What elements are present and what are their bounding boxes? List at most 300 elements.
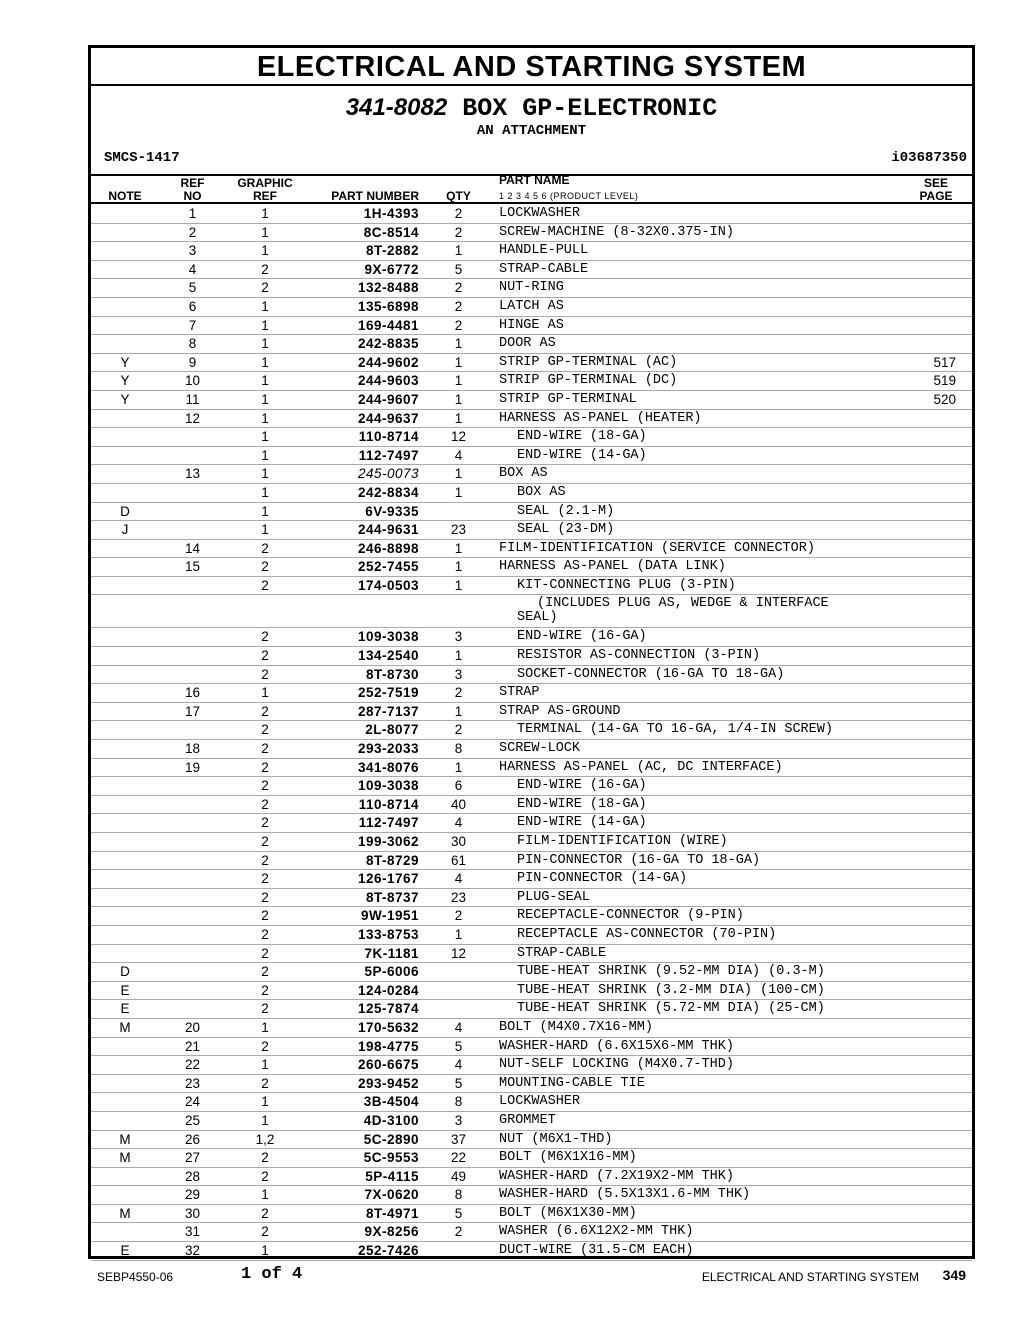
table-row (91, 703, 972, 722)
row-graphic-ref: 2 (261, 908, 269, 924)
row-part-number: 198-4775 (357, 1038, 419, 1054)
row-qty: 8 (454, 741, 463, 757)
row-part-name: LATCH AS (499, 298, 564, 314)
row-note: E (120, 982, 130, 998)
row-part-number: 5C-2890 (363, 1131, 419, 1147)
row-qty: 1 (454, 410, 463, 426)
row-qty: 1 (454, 703, 463, 719)
col-see-top: SEE (923, 176, 948, 190)
row-part-number: 174-0503 (357, 577, 419, 593)
row-part-number: 9W-1951 (360, 908, 419, 924)
row-part-number: 109-3038 (357, 629, 419, 645)
table-row (91, 354, 972, 373)
col-note: NOTE (108, 189, 142, 203)
table-row (91, 410, 972, 429)
row-part-name: NUT-RING (499, 280, 564, 296)
row-qty: 6 (454, 778, 463, 794)
row-part-name: HANDLE-PULL (499, 243, 589, 259)
row-qty: 1 (454, 484, 463, 500)
table-row (91, 982, 972, 1001)
row-part-name: FILM-IDENTIFICATION (WIRE) (517, 834, 728, 849)
row-graphic-ref: 1 (261, 336, 269, 352)
row-part-number: 8T-4971 (365, 1205, 419, 1221)
row-graphic-ref: 1 (261, 317, 269, 333)
row-note: Y (120, 391, 130, 407)
row-part-name: NUT-SELF LOCKING (M4X0.7-THD) (499, 1057, 734, 1073)
col-ref-bottom: NO (183, 189, 202, 203)
row-qty: 23 (450, 889, 467, 905)
row-part-number: 9X-8256 (364, 1224, 419, 1240)
page-title: ELECTRICAL AND STARTING SYSTEM (91, 48, 972, 86)
col-part-name: PART NAME (499, 173, 570, 187)
row-qty: 40 (450, 796, 467, 812)
footer-section: ELECTRICAL AND STARTING SYSTEM (701, 1270, 919, 1284)
table-row (91, 447, 972, 466)
row-qty: 8 (454, 1187, 463, 1203)
row-part-name: NUT (M6X1-THD) (499, 1131, 613, 1147)
row-qty: 1 (454, 391, 463, 407)
row-part-number: 8T-8737 (365, 889, 419, 905)
row-part-name: SEAL (2.1-M) (517, 503, 615, 519)
table-row (91, 1112, 972, 1131)
row-part-name: BOLT (M6X1X16-MM) (499, 1150, 637, 1166)
row-part-number: 246-8898 (357, 540, 419, 556)
row-qty: 37 (450, 1131, 467, 1147)
table-row (91, 1000, 972, 1019)
row-graphic-ref: 2 (261, 852, 269, 868)
row-ref-no: 14 (184, 540, 201, 556)
row-part-name: BOLT (M4X0.7X16-MM) (499, 1019, 653, 1035)
footer-sheet: 1 of 4 (241, 1265, 303, 1284)
row-graphic-ref: 1 (261, 354, 269, 370)
table-row (91, 224, 972, 243)
table-row (91, 870, 972, 889)
row-graphic-ref: 2 (261, 759, 269, 775)
row-graphic-ref: 1 (261, 522, 269, 538)
row-part-name: KIT-CONNECTING PLUG (3-PIN) (517, 577, 736, 593)
table-row (91, 1168, 972, 1187)
row-qty: 5 (454, 1075, 463, 1091)
row-graphic-ref: 2 (261, 796, 269, 812)
table-row (91, 465, 972, 484)
row-graphic-ref: 2 (261, 629, 269, 645)
row-part-number: 133-8753 (357, 926, 419, 942)
row-see-page: 517 (933, 354, 956, 370)
row-ref-no: 19 (184, 759, 201, 775)
row-ref-no: 26 (184, 1131, 201, 1147)
row-part-number: 244-9637 (357, 410, 419, 426)
row-ref-no: 2 (188, 224, 197, 240)
table-row (91, 814, 972, 833)
parts-list-frame (88, 45, 975, 1259)
smcs-code: SMCS-1417 (104, 150, 180, 166)
row-part-number: 170-5632 (357, 1019, 419, 1035)
row-ref-no: 23 (184, 1075, 201, 1091)
row-part-name: FILM-IDENTIFICATION (SERVICE CONNECTOR) (499, 540, 815, 556)
col-graphic-bottom: REF (253, 189, 277, 203)
table-row (91, 666, 972, 685)
table-row (91, 1186, 972, 1205)
footer-doc-id: SEBP4550-06 (97, 1270, 174, 1284)
row-note: D (120, 964, 130, 980)
row-part-number: 287-7137 (357, 703, 419, 719)
row-part-name: RECEPTACLE AS-CONNECTOR (70-PIN) (517, 926, 777, 942)
row-ref-no: 28 (184, 1168, 201, 1184)
row-part-number: 5P-4115 (365, 1168, 419, 1184)
row-ref-no: 31 (184, 1224, 201, 1240)
row-part-number: 110-8714 (358, 796, 419, 812)
row-qty: 3 (454, 1112, 463, 1128)
table-row (91, 242, 972, 261)
group-subtitle: AN ATTACHMENT (476, 123, 587, 139)
row-part-name: DOOR AS (499, 336, 556, 352)
row-graphic-ref: 1 (261, 206, 269, 221)
row-ref-no: 5 (188, 280, 197, 296)
row-graphic-ref: 2 (261, 926, 269, 942)
row-graphic-ref: 2 (261, 1205, 269, 1221)
row-part-name: HARNESS AS-PANEL (HEATER) (499, 410, 702, 426)
row-part-name: END-WIRE (14-GA) (517, 447, 647, 463)
row-qty: 12 (450, 429, 467, 445)
row-part-name: TUBE-HEAT SHRINK (3.2-MM DIA) (100-CM) (517, 982, 825, 998)
row-part-name: END-WIRE (18-GA) (517, 429, 647, 445)
row-ref-no: 10 (184, 373, 201, 389)
row-ref-no: 11 (185, 391, 200, 407)
row-part-name: LOCKWASHER (499, 206, 581, 221)
col-qty: QTY (446, 189, 471, 203)
row-ref-no: 6 (188, 298, 197, 314)
row-part-name: PLUG-SEAL (517, 889, 590, 905)
illustration-id: i03687350 (891, 150, 967, 166)
row-part-number: 109-3038 (357, 778, 419, 794)
group-part-number: 341-8082 (345, 94, 448, 121)
row-graphic-ref: 2 (261, 648, 269, 664)
row-part-number: 8C-8514 (363, 224, 419, 240)
row-graphic-ref: 2 (261, 261, 269, 277)
row-part-name: SOCKET-CONNECTOR (16-GA TO 18-GA) (517, 666, 785, 682)
table-row (91, 1223, 972, 1242)
row-qty: 1 (454, 540, 463, 556)
row-part-name: HARNESS AS-PANEL (AC, DC INTERFACE) (499, 759, 783, 775)
row-note: E (120, 1001, 130, 1017)
row-qty: 2 (454, 722, 463, 738)
row-part-name: LOCKWASHER (499, 1094, 581, 1110)
row-qty: 1 (454, 336, 463, 352)
table-row (91, 1242, 972, 1261)
row-graphic-ref: 2 (261, 815, 269, 831)
table-row (91, 391, 972, 410)
row-qty: 2 (454, 685, 463, 701)
row-graphic-ref: 2 (261, 964, 269, 980)
row-part-name: TUBE-HEAT SHRINK (5.72-MM DIA) (25-CM) (517, 1001, 825, 1017)
col-ref-top: REF (180, 176, 205, 190)
table-row (91, 1038, 972, 1057)
row-part-name: (INCLUDES PLUG AS, WEDGE & INTERFACE (537, 596, 829, 612)
row-graphic-ref: 1 (261, 484, 269, 500)
table-row (91, 205, 972, 224)
row-graphic-ref: 1 (261, 1019, 269, 1035)
table-row (91, 1019, 972, 1038)
row-part-name: SEAL (23-DM) (517, 522, 615, 538)
row-qty: 4 (454, 447, 463, 463)
row-qty: 1 (454, 559, 463, 575)
table-row (91, 521, 972, 540)
table-row (91, 740, 972, 759)
row-qty: 5 (454, 1038, 463, 1054)
table-row (91, 372, 972, 391)
row-note: D (120, 503, 130, 519)
row-part-name: MOUNTING-CABLE TIE (499, 1075, 645, 1091)
row-part-name: STRIP GP-TERMINAL (AC) (499, 354, 678, 370)
row-part-name: PIN-CONNECTOR (16-GA TO 18-GA) (517, 852, 761, 868)
row-part-number: 244-9631 (357, 522, 419, 538)
row-graphic-ref: 2 (261, 559, 269, 575)
row-note: E (120, 1243, 130, 1259)
row-part-number: 125-7874 (357, 1001, 419, 1017)
row-qty: 2 (454, 908, 463, 924)
row-part-name: PIN-CONNECTOR (14-GA) (517, 871, 688, 887)
group-title (91, 94, 972, 123)
row-graphic-ref: 2 (261, 540, 269, 556)
row-ref-no: 17 (184, 703, 201, 719)
table-row (91, 926, 972, 945)
row-part-name: BOX AS (499, 466, 548, 482)
row-graphic-ref: 1 (261, 685, 269, 701)
row-part-number: 199-3062 (357, 834, 419, 849)
row-qty: 4 (454, 815, 463, 831)
row-qty: 4 (454, 1057, 463, 1073)
row-qty: 1 (454, 577, 463, 593)
row-graphic-ref: 2 (261, 1168, 269, 1184)
table-row (91, 777, 972, 796)
row-part-name: END-WIRE (14-GA) (517, 815, 647, 831)
row-graphic-ref: 1 (261, 243, 269, 259)
row-qty: 2 (454, 1224, 463, 1240)
row-part-number: 124-0284 (357, 982, 419, 998)
row-part-number: 293-2033 (357, 741, 419, 757)
row-graphic-ref: 2 (261, 1038, 269, 1054)
row-qty: 2 (454, 224, 463, 240)
table-row (91, 1149, 972, 1168)
row-note: Y (120, 354, 130, 370)
col-see-bottom: PAGE (919, 189, 953, 203)
table-row (91, 1056, 972, 1075)
row-ref-no: 4 (188, 261, 197, 277)
table-row (91, 503, 972, 522)
row-qty: 49 (450, 1168, 467, 1184)
table-row (91, 945, 972, 964)
row-ref-no: 20 (184, 1019, 201, 1035)
row-part-name: STRAP (499, 685, 540, 701)
row-part-number: 9X-6772 (364, 261, 419, 277)
row-part-number: 6V-9335 (365, 503, 419, 519)
row-graphic-ref: 1 (261, 224, 269, 240)
row-note: M (119, 1205, 131, 1221)
table-row (91, 577, 972, 596)
row-ref-no: 27 (184, 1150, 201, 1166)
row-part-name: HARNESS AS-PANEL (DATA LINK) (499, 559, 726, 575)
row-graphic-ref: 1 (261, 1057, 269, 1073)
row-ref-no: 16 (184, 685, 201, 701)
row-note: M (119, 1019, 131, 1035)
row-graphic-ref: 2 (261, 1150, 269, 1166)
table-row (91, 759, 972, 778)
row-graphic-ref: 2 (261, 280, 269, 296)
table-row (91, 279, 972, 298)
row-part-name: END-WIRE (18-GA) (517, 796, 647, 812)
row-part-number: 244-9607 (357, 391, 419, 407)
row-part-name: BOX AS (517, 484, 566, 500)
table-row (91, 540, 972, 559)
row-part-number: 8T-8729 (365, 852, 419, 868)
row-part-number: 110-8714 (358, 429, 419, 445)
row-qty: 4 (454, 1019, 463, 1035)
row-graphic-ref: 2 (261, 703, 269, 719)
row-part-number: 135-6898 (357, 298, 419, 314)
table-row (91, 317, 972, 336)
table-row (91, 907, 972, 926)
row-graphic-ref: 1 (261, 447, 269, 463)
row-part-name: END-WIRE (16-GA) (517, 778, 647, 794)
row-part-name: TUBE-HEAT SHRINK (9.52-MM DIA) (0.3-M) (517, 964, 825, 980)
table-row (91, 1131, 972, 1150)
row-ref-no: 30 (184, 1205, 201, 1221)
row-part-number: 252-7519 (357, 685, 419, 701)
table-row (91, 1075, 972, 1094)
row-qty: 61 (450, 852, 467, 868)
row-part-number: 341-8076 (357, 759, 419, 775)
row-ref-no: 22 (184, 1057, 201, 1073)
row-part-number: 126-1767 (357, 871, 419, 887)
row-part-number: 134-2540 (357, 648, 419, 664)
row-part-name: STRIP GP-TERMINAL (DC) (499, 373, 678, 389)
row-graphic-ref: 2 (261, 722, 269, 738)
column-header (91, 174, 972, 204)
row-part-name: WASHER-HARD (5.5X13X1.6-MM THK) (499, 1187, 751, 1203)
row-qty: 30 (450, 834, 467, 849)
row-part-number: 112-7497 (358, 447, 419, 463)
row-qty: 4 (454, 871, 463, 887)
row-graphic-ref: 2 (261, 666, 269, 682)
row-qty: 5 (454, 1205, 463, 1221)
row-part-number: 260-6675 (357, 1057, 419, 1073)
row-part-number: 252-7455 (357, 559, 419, 575)
row-part-number: 112-7497 (358, 815, 419, 831)
table-row (91, 428, 972, 447)
table-row (91, 889, 972, 908)
row-part-number: 169-4481 (357, 317, 419, 333)
row-qty: 3 (454, 629, 463, 645)
row-graphic-ref: 1 (261, 1243, 269, 1259)
row-part-name: WASHER-HARD (7.2X19X2-MM THK) (499, 1168, 734, 1184)
row-graphic-ref: 2 (261, 741, 269, 757)
table-row (91, 1093, 972, 1112)
row-part-number: 244-9603 (357, 373, 419, 389)
row-qty: 1 (454, 759, 463, 775)
row-ref-no: 32 (184, 1243, 201, 1259)
row-qty: 2 (454, 280, 463, 296)
row-part-name: SCREW-MACHINE (8-32X0.375-IN) (499, 224, 734, 240)
row-ref-no: 21 (184, 1038, 201, 1054)
row-part-name: SCREW-LOCK (499, 741, 581, 757)
row-graphic-ref: 1 (261, 298, 269, 314)
row-graphic-ref: 1 (261, 1094, 269, 1110)
table-row (91, 833, 972, 852)
row-part-number: 244-9602 (357, 354, 419, 370)
row-graphic-ref: 2 (261, 1001, 269, 1017)
row-see-page: 520 (933, 391, 956, 407)
row-part-name-cont: SEAL) (517, 610, 558, 626)
row-part-name: TERMINAL (14-GA TO 16-GA, 1/4-IN SCREW) (517, 722, 833, 738)
row-qty: 23 (450, 522, 467, 538)
row-qty: 22 (450, 1150, 467, 1166)
row-part-number: 8T-2882 (365, 243, 419, 259)
row-qty: 5 (454, 261, 463, 277)
row-qty: 12 (450, 945, 467, 961)
row-graphic-ref: 2 (261, 834, 269, 849)
row-ref-no: 29 (184, 1187, 201, 1203)
row-graphic-ref: 2 (261, 1075, 269, 1091)
row-qty: 2 (454, 298, 463, 314)
row-ref-no: 8 (188, 336, 197, 352)
row-part-name: DUCT-WIRE (31.5-CM EACH) (499, 1243, 694, 1259)
row-graphic-ref: 1 (261, 429, 269, 445)
table-row (91, 721, 972, 740)
row-see-page: 519 (933, 373, 956, 389)
row-part-name: END-WIRE (16-GA) (517, 629, 647, 645)
row-part-number: 245-0073 (357, 466, 419, 482)
row-qty: 1 (454, 354, 463, 370)
row-ref-no: 7 (188, 317, 197, 333)
row-part-name: WASHER-HARD (6.6X15X6-MM THK) (499, 1038, 734, 1054)
row-ref-no: 12 (184, 410, 201, 426)
row-graphic-ref: 2 (261, 871, 269, 887)
col-graphic-top: GRAPHIC (237, 176, 293, 190)
row-part-number: 242-8834 (357, 484, 419, 500)
row-graphic-ref: 2 (261, 577, 269, 593)
row-graphic-ref: 2 (261, 945, 269, 961)
row-ref-no: 13 (184, 466, 201, 482)
table-row (91, 684, 972, 703)
row-part-name: RESISTOR AS-CONNECTION (3-PIN) (517, 648, 761, 664)
row-note: M (119, 1150, 131, 1166)
row-part-number: 7K-1181 (364, 945, 419, 961)
row-part-name: STRAP-CABLE (499, 261, 589, 277)
row-ref-no: 18 (184, 741, 201, 757)
row-graphic-ref: 1 (261, 1187, 269, 1203)
table-row (91, 796, 972, 815)
table-row (91, 484, 972, 503)
row-qty: 1 (454, 373, 463, 389)
row-qty: 2 (454, 206, 463, 221)
table-row (91, 1205, 972, 1224)
row-part-number: 3B-4504 (363, 1094, 419, 1110)
row-graphic-ref: 1 (261, 373, 269, 389)
table-row (91, 628, 972, 647)
table-row (91, 852, 972, 871)
group-name: BOX GP-ELECTRONIC (462, 94, 718, 123)
row-part-number: 8T-8730 (365, 666, 419, 682)
row-part-name: WASHER (6.6X12X2-MM THK) (499, 1224, 694, 1240)
row-part-number: 2L-8077 (365, 722, 419, 738)
table-row (91, 335, 972, 354)
row-graphic-ref: 1 (261, 466, 269, 482)
row-qty: 8 (454, 1094, 463, 1110)
row-qty: 1 (454, 926, 463, 942)
row-ref-no: 25 (184, 1112, 201, 1128)
row-qty: 1 (454, 648, 463, 664)
parts-table (91, 205, 972, 1261)
